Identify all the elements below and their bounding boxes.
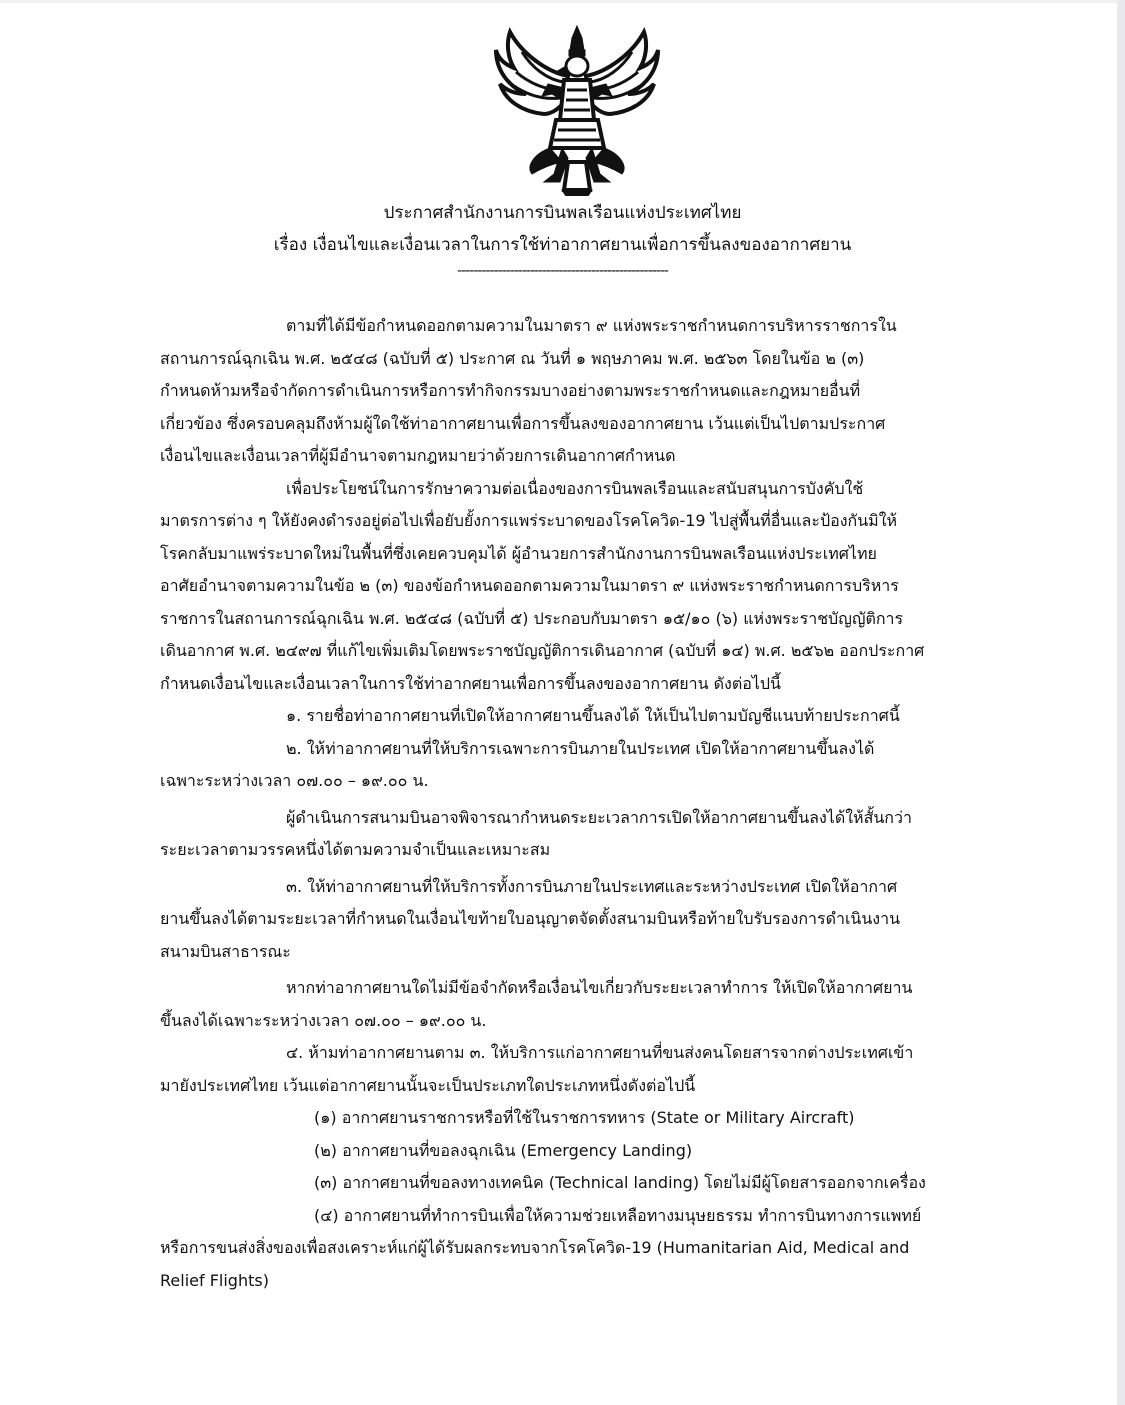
paragraph-purpose: เพื่อประโยชน์ในการรักษาความต่อเนื่องของการบินพลเรือนและสนับสนุนการบังคับใช้ มาตรการต่าง ๆ ให้ยังคงดำรงอยู่ต่อไปเพื่อยับยั้งการแพร่ระบาดของโรคโควิด-19 ไปสู่พื้นที่อื่นและป้องกันมิให้ โรคกลับมาแพร่ระบาดใหม่ในพื้นที่ซึ่งเคยควบคุมได้ ผู้อำนวยการสำนักงานการบินพลเรือนแห่งประเทศไทย อาศัยอำนาจตามความในข้อ ๒ (๓) ของข้อกำหนดออกตามความในมาตรา ๙ แห่งพระราชกำหนดการบริหาร ราชการในสถานการณ์ฉุกเฉิน พ.ศ. ๒๕๔๘ (ฉบับที่ ๕) ประกอบกับมาตรา ๑๕/๑๐ (๖) แห่งพระราชบัญญัติการ เดินอากาศ พ.ศ. ๒๔๙๗ ที่แก้ไขเพิ่มเติมโดยพระราชบัญญัติการเดินอากาศ (ฉบับที่ ๑๔) พ.ศ. ๒๕๖๒ ออกประกาศ กำหนดเงื่อนไขและเงื่อนเวลาในการใช้ท่าอากศยานเพื่อการขึ้นลงของอากาศยาน ดังต่อไปนี้ <box>160 478 925 693</box>
clause-4-item-3: (๓) อากาศยานที่ขอลงทางเทคนิค (Technical landing) โดยไม่มีผู้โดยสารออกจากเครื่อง <box>314 1173 926 1192</box>
page-top-edge <box>0 0 1125 3</box>
clause-3-paragraph-2: หากท่าอากาศยานใดไม่มีข้อจำกัดหรือเงื่อนไขเกี่ยวกับระยะเวลาทำการ ให้เปิดให้อากาศยาน ขึ้นลงได้เฉพาะระหว่างเวลา ๐๗.๐๐ – ๑๙.๐๐ น. <box>160 978 913 1030</box>
document-title: ประกาศสำนักงานการบินพลเรือนแห่งประเทศไทย <box>383 203 742 223</box>
document-subject: เรื่อง เงื่อนไขและเงื่อนเวลาในการใช้ท่าอากาศยานเพื่อการขึ้นลงของอากาศยาน <box>273 235 852 255</box>
document-body <box>160 310 998 1297</box>
clause-2-paragraph-2: ผู้ดำเนินการสนามบินอาจพิจารณากำหนดระยะเวลาการเปิดให้อากาศยานขึ้นลงได้ให้สั้นกว่า ระยะเวลาตามวรรคหนึ่งได้ตามความจำเป็นและเหมาะสม <box>160 807 912 859</box>
title-separator: ---------------------------------------------------- <box>457 263 668 279</box>
clause-4-item-2: (๒) อากาศยานที่ขอลงฉุกเฉิน (Emergency Landing) <box>314 1140 693 1160</box>
clause-4-item-4: (๔) อากาศยานที่ทำการบินเพื่อให้ความช่วยเหลือทางมนุษยธรรม ทำการบินทางการแพทย์ หรือการขนส่งสิ่งของเพื่อสงเคราะห์แก่ผู้ได้รับผลกระทบจากโรคโควิด-19 (Humanitarian Aid, Medical and Relief Flights) <box>160 1205 922 1290</box>
clause-1: ๑. รายชื่อท่าอากาศยานที่เปิดให้อากาศยานขึ้นลงได้ ให้เป็นไปตามบัญชีแนบท้ายประกาศนี้ <box>286 706 900 725</box>
clause-2: ๒. ให้ท่าอากาศยานที่ให้บริการเฉพาะการบินภายในประเทศ เปิดให้อากาศยานขึ้นลงได้ เฉพาะระหว่างเวลา ๐๗.๐๐ – ๑๙.๐๐ น. <box>160 738 875 790</box>
garuda-emblem-icon <box>492 24 662 196</box>
clause-3: ๓. ให้ท่าอากาศยานที่ให้บริการทั้งการบินภายในประเทศและระหว่างประเทศ เปิดให้อากาศ ยานขึ้นลงได้ตามระยะเวลาที่กำหนดในเงื่อนไขท้ายใบอนุญาตจัดตั้งสนามบินหรือท้ายใบรับรองการดำเนินงาน สนามบินสาธารณะ <box>160 876 901 961</box>
paragraph-preamble: ตามที่ได้มีข้อกำหนดออกตามความในมาตรา ๙ แห่งพระราชกำหนดการบริหารราชการใน สถานการณ์ฉุกเฉิน พ.ศ. ๒๕๔๘ (ฉบับที่ ๕) ประกาศ ณ วันที่ ๑ พฤษภาคม พ.ศ. ๒๕๖๓ โดยในข้อ ๒ (๓) กำหนดห้ามหรือจำกัดการดำเนินการหรือการทำกิจกรรมบางอย่างตามพระราชกำหนดและกฎหมายอื่นที่ เกี่ยวข้อง ซึ่งครอบคลุมถึงห้ามผู้ใดใช้ท่าอากาศยานเพื่อการขึ้นลงของอากาศยาน เว้นแต่เป็นไปตามประกาศ เงื่อนไขและเงื่อนเวลาที่ผู้มีอำนาจตามกฎหมายว่าด้วยการเดินอากาศกำหนด <box>160 316 897 465</box>
clause-4: ๔. ห้ามท่าอากาศยานตาม ๓. ให้บริการแก่อากาศยานที่ขนส่งคนโดยสารจากต่างประเทศเข้า มายังประเทศไทย เว้นแต่อากาศยานนั้นจะเป็นประเภทใดประเภทหนึ่งดังต่อไปนี้ <box>160 1043 914 1095</box>
clause-4-item-1: (๑) อากาศยานราชการหรือที่ใช้ในราชการทหาร (State or Military Aircraft) <box>314 1108 855 1127</box>
